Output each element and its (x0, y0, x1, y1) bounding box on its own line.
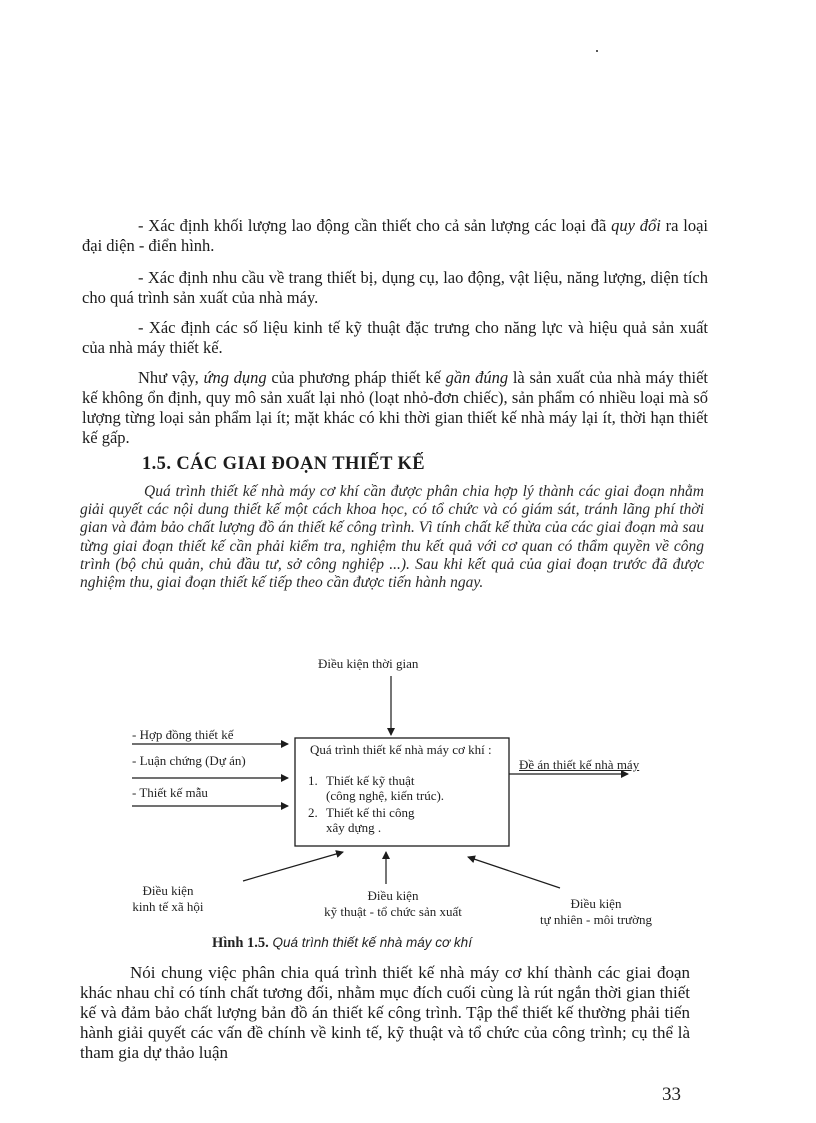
paragraph-indicators: - Xác định các số liệu kinh tế kỹ thuật đặc trưng cho năng lực và hiệu quả sản xuất của nhà máy thiết kế. (82, 318, 708, 357)
paragraph-labor: - Xác định khối lượng lao động cần thiết cho cả sản lượng các loại đã quy đổi ra loại đại diện - điển hình. (82, 216, 708, 255)
label-natural-condition: Điều kiện tự nhiên - môi trường (540, 896, 652, 927)
paragraph-closing: Nói chung việc phân chia quá trình thiết kế nhà máy cơ khí thành các giai đoạn khác nhau chỉ có tính chất tương đối, nhằm mục đích cuối cùng là rút ngắn thời gian thiết kế và đảm bảo chất lượng bản đồ án thiết kế công trình. Tập thể thiết kế thường phải tiến hành giải quyết các vấn đề chính về kinh tế, kỹ thuật và tổ chức của công trình; cụ thể là tham gia dự thảo luận (80, 963, 690, 1062)
box-item-1: 1. Thiết kế kỹ thuật (công nghệ, kiến trúc). (308, 773, 445, 803)
arrow-bottom-right (468, 857, 560, 888)
label-time-condition: Điều kiện thời gian (318, 656, 419, 671)
figure-caption: Hình 1.5. Quá trình thiết kế nhà máy cơ khí (212, 935, 472, 951)
section-heading: 1.5. CÁC GIAI ĐOẠN THIẾT KẾ (142, 454, 426, 474)
box-item-2: 2. Thiết kế thi công xây dựng . (308, 805, 415, 835)
paragraph-equipment: - Xác định nhu cầu về trang thiết bị, dụng cụ, lao động, vật liệu, năng lượng, diện tích cho quá trình sản xuất của nhà máy. (82, 268, 708, 307)
paragraph-intro: Quá trình thiết kế nhà máy cơ khí cần được phân chia hợp lý thành các giai đoạn nhằm giải quyết các nội dung thiết kế một cách khoa học, có tổ chức và có giám sát, tránh lãng phí thời gian và đảm bảo chất lượng đồ án thiết kế công trình. Vì tính chất kế thừa của các giai đoạn mà sau từng giai đoạn thiết kế cần phải kiểm tra, nghiệm thu kết quả với cơ quan có thẩm quyền về công trình (bộ chủ quản, chủ đầu tư, sở công nghiệp ...). Sau khi kết quả của giai đoạn trước đã được nghiệm thu, giai đoạn thiết kế tiếp theo cần được tiến hành ngay. (80, 483, 704, 592)
label-design-contract: - Hợp đồng thiết kế (132, 727, 234, 742)
box-title: Quá trình thiết kế nhà máy cơ khí : (310, 742, 492, 757)
arrow-bottom-left (243, 852, 343, 881)
label-technical-condition: Điều kiện kỹ thuật - tổ chức sản xuất (324, 888, 462, 919)
page-number: 33 (662, 1084, 681, 1105)
label-feasibility-study: - Luận chứng (Dự án) (132, 753, 246, 768)
label-socioeconomic-condition: Điều kiện kinh tế xã hội (132, 883, 204, 914)
label-output: Đề án thiết kế nhà máy (519, 757, 640, 772)
box-list (308, 773, 444, 837)
paragraph-summary: Như vậy, ứng dụng của phương pháp thiết kế gần đúng là sản xuất của nhà máy thiết kế không ổn định, quy mô sản xuất lại nhỏ (loạt nhỏ-đơn chiếc), sản phẩm có nhiều loại mà số lượng từng loại sản phẩm lại ít; mặt khác có khi thời gian thiết kế nhà máy lại ít, thời hạn thiết kế gấp. (82, 368, 708, 447)
label-sample-design: - Thiết kế mẫu (132, 785, 208, 800)
